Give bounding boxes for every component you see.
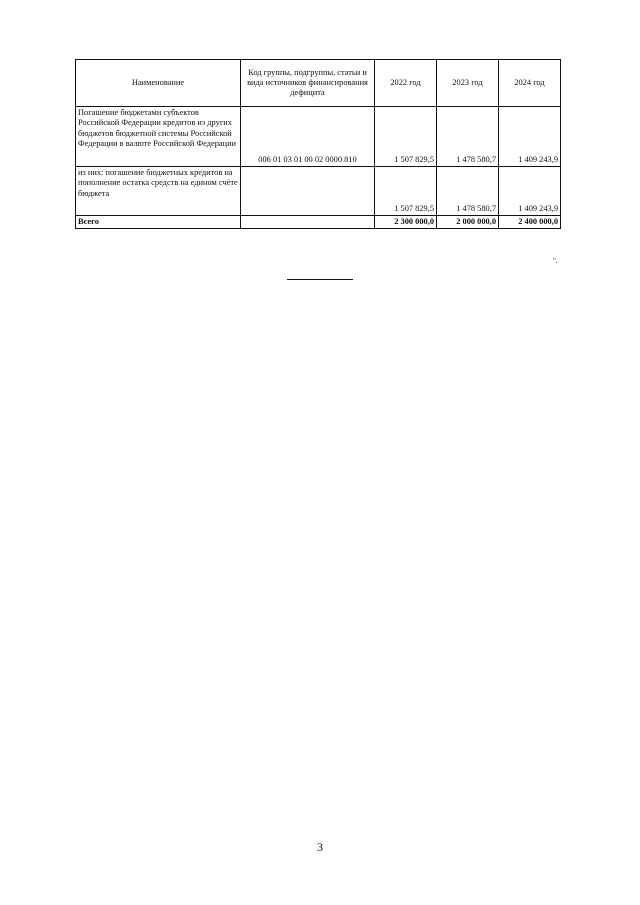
row-value-2022: 1 507 829,5	[375, 167, 437, 216]
row-value-2022: 1 507 829,5	[375, 107, 437, 167]
header-name: Наименование	[76, 60, 241, 107]
row-value-2024: 1 409 243,9	[499, 107, 561, 167]
header-2024: 2024 год	[499, 60, 561, 107]
separator-line	[287, 279, 353, 280]
table-row	[76, 167, 561, 216]
total-value-2024: 2 400 000,0	[499, 216, 561, 229]
header-code: Код группы, подгруппы, статьи и вида источников финансирования дефицита	[241, 60, 375, 107]
table-row	[76, 107, 561, 167]
row-code: 006 01 03 01 00 02 0000 810	[241, 107, 375, 167]
total-code	[241, 216, 375, 229]
table-header-row	[76, 60, 561, 107]
total-label: Всего	[76, 216, 241, 229]
row-name: Погашение бюджетами субъектов Российской Федерации кредитов из других бюджетов бюджетной системы Российской Федерации в валюте Российской Федерации	[76, 107, 241, 167]
total-value-2022: 2 300 000,0	[375, 216, 437, 229]
total-value-2023: 2 000 000,0	[437, 216, 499, 229]
page-number: 3	[317, 840, 323, 854]
row-value-2023: 1 478 580,7	[437, 167, 499, 216]
header-2022: 2022 год	[375, 60, 437, 107]
row-name: из них: погашение бюджетных кредитов на пополнение остатка средств на едином счёте бюджета	[76, 167, 241, 216]
table-total-row	[76, 216, 561, 229]
row-value-2023: 1 478 580,7	[437, 107, 499, 167]
financing-table	[75, 59, 561, 229]
closing-quote-mark: ".	[553, 257, 558, 265]
row-value-2024: 1 409 243,9	[499, 167, 561, 216]
header-2023: 2023 год	[437, 60, 499, 107]
row-code	[241, 167, 375, 216]
